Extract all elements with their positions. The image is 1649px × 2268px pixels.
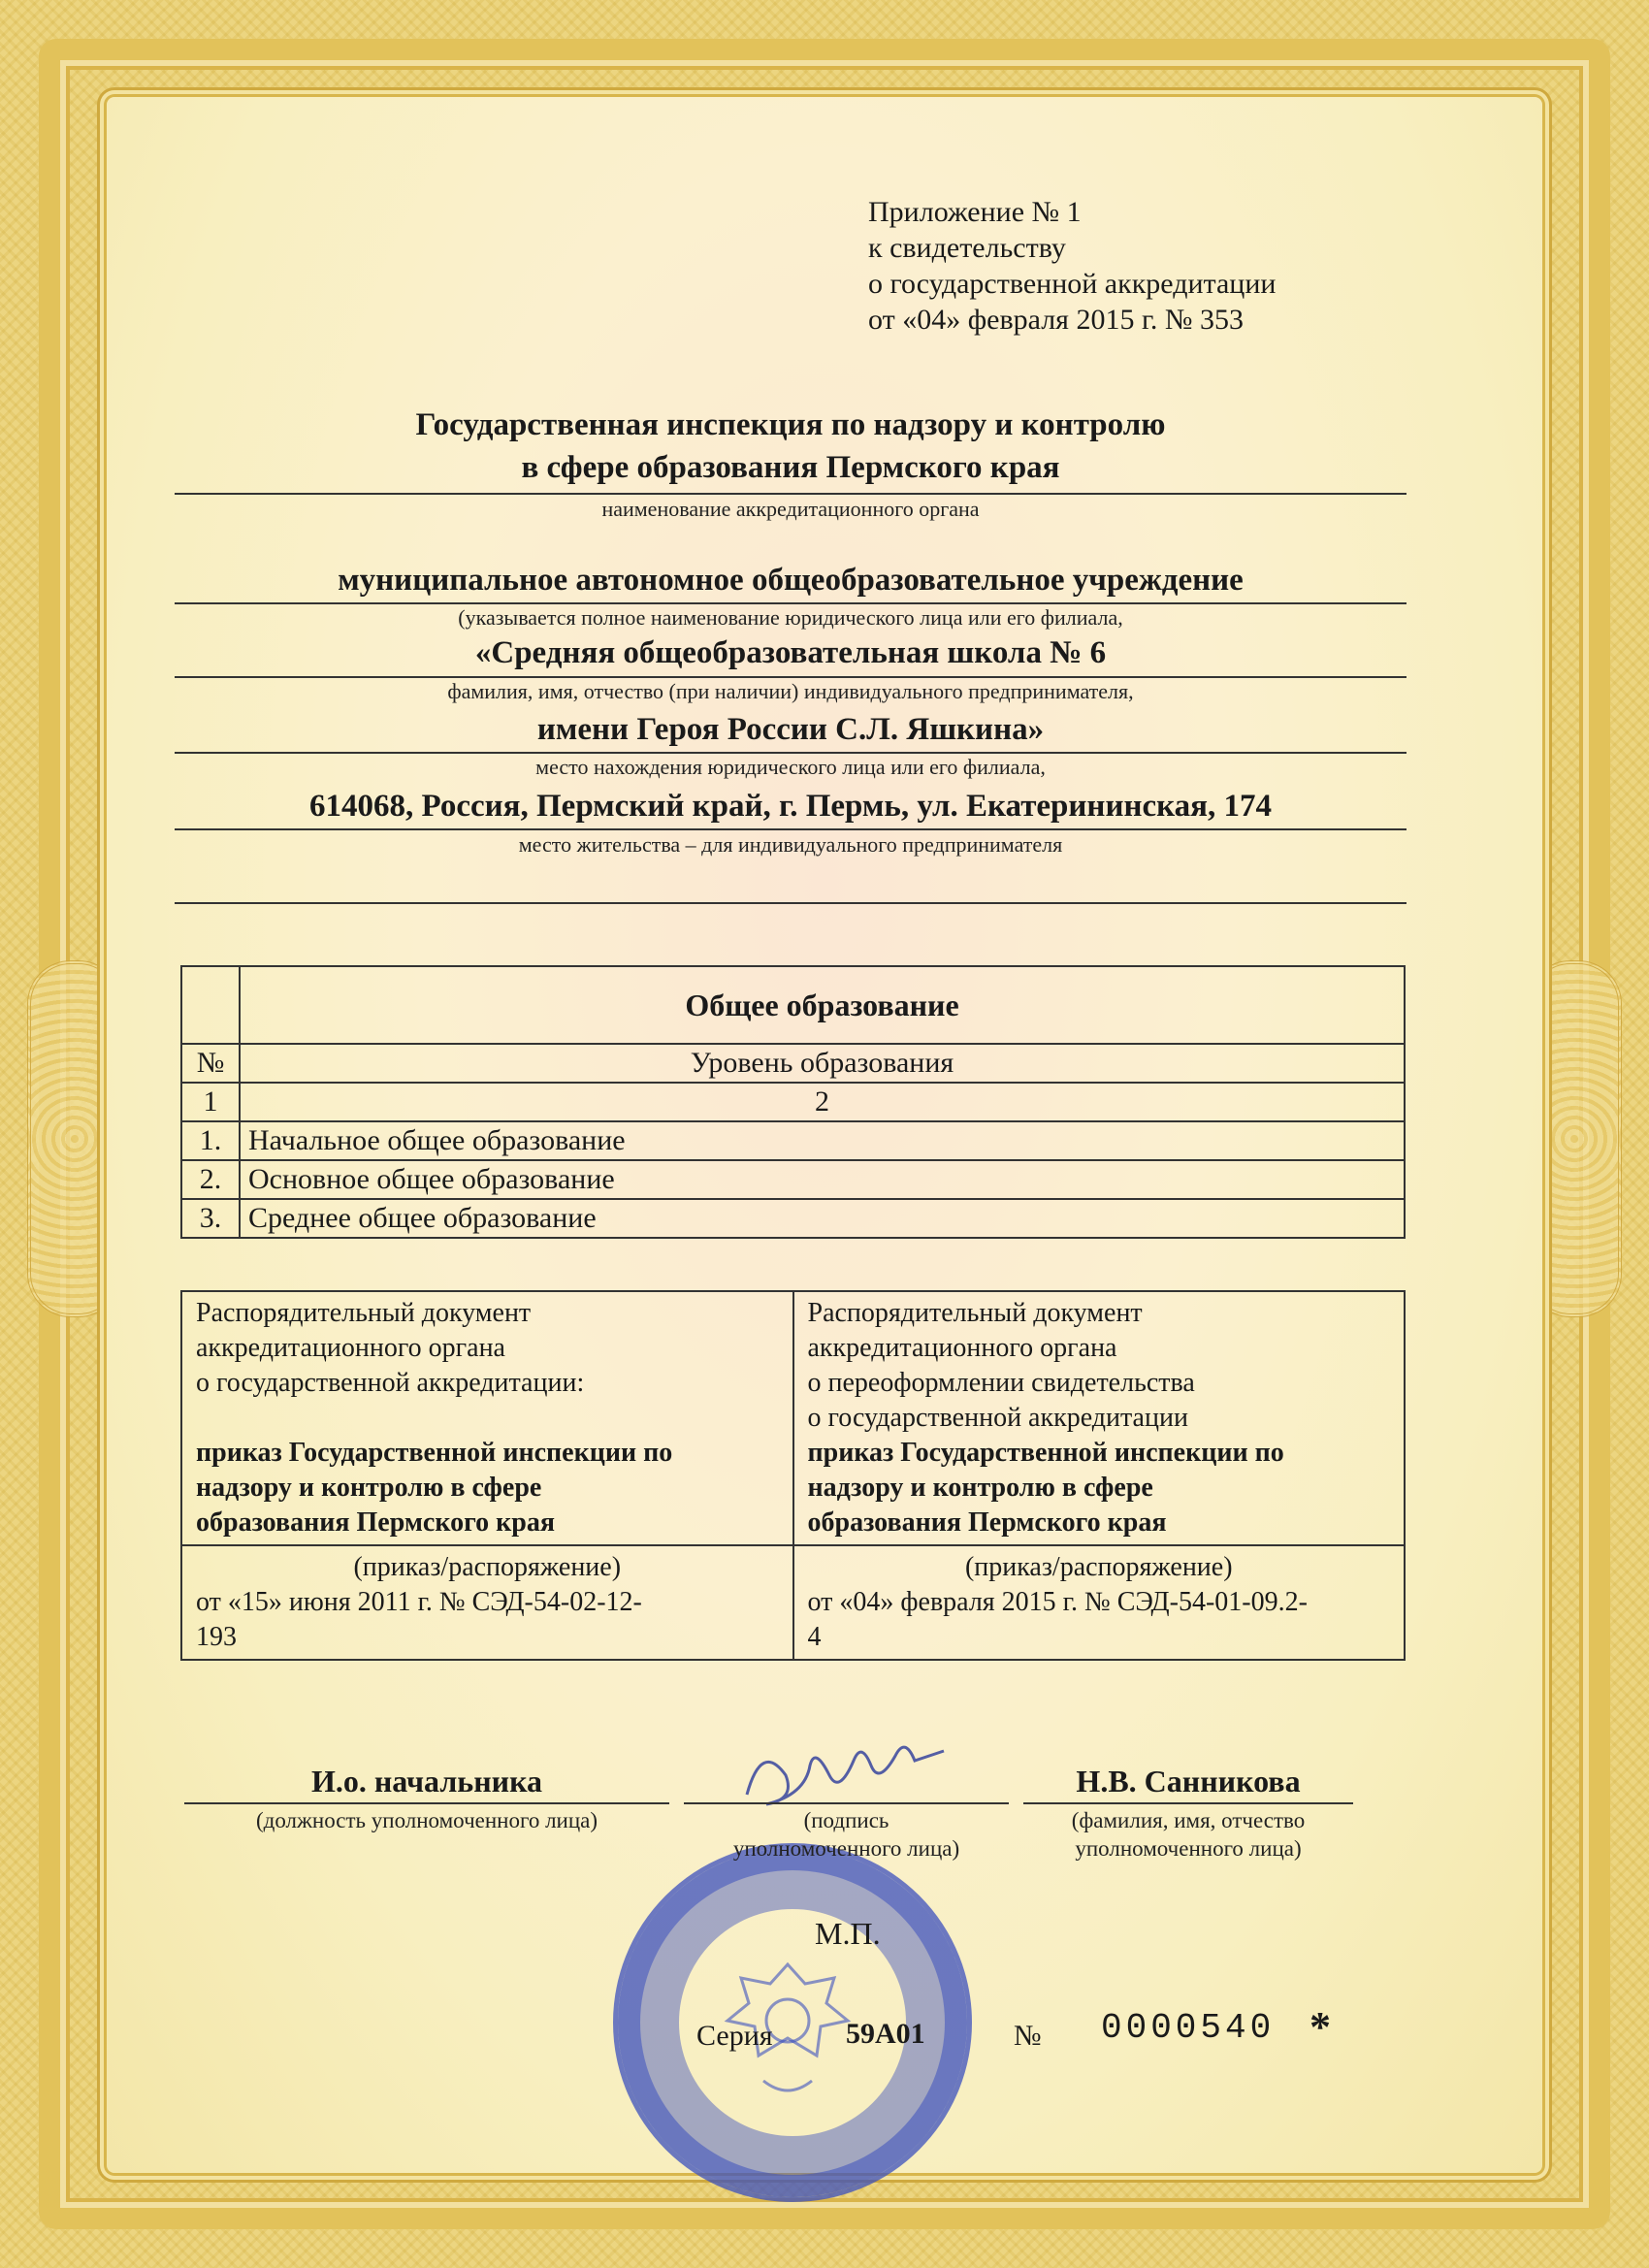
- signature-caption-1: (подпись: [803, 1808, 889, 1832]
- organization-caption-2: фамилия, имя, отчество (при наличии) индивидуального предпринимателя,: [447, 679, 1134, 703]
- name-underline: [1023, 1802, 1353, 1804]
- right-head-2: аккредитационного органа: [807, 1333, 1117, 1363]
- organization-line-3: имени Героя России С.Л. Яшкина»: [536, 712, 1045, 747]
- signer-position: И.о. начальника: [310, 1764, 543, 1798]
- left-head-3: о государственной аккредитации:: [196, 1368, 585, 1398]
- organization-address: 614068, Россия, Пермский край, г. Пермь, ул. Екатерининская, 174: [309, 789, 1272, 824]
- organization-caption-3: место нахождения юридического лица или его филиала,: [535, 755, 1046, 779]
- row-level: Основное общее образование: [240, 1160, 1405, 1199]
- table-row: [181, 1160, 1405, 1199]
- table-title-row: [181, 966, 1405, 1044]
- right-head-3: о переоформлении свидетельства: [807, 1368, 1195, 1398]
- row-level: Начальное общее образование: [240, 1121, 1405, 1160]
- right-ref-1: от «04» февраля 2015 г. № СЭД-54-01-09.2-: [807, 1587, 1308, 1617]
- document-left-ref: [181, 1545, 793, 1660]
- table-row: [181, 1121, 1405, 1160]
- table-row: [181, 1199, 1405, 1238]
- appendix-line-3: о государственной аккредитации: [868, 268, 1277, 300]
- document-right: [793, 1291, 1406, 1545]
- table-header-row: [181, 1044, 1405, 1083]
- document-right-ref: [793, 1545, 1406, 1660]
- index-num: 1: [181, 1083, 240, 1121]
- organization-underline-4: [175, 828, 1406, 830]
- position-underline: [184, 1802, 669, 1804]
- organization-line-2: «Средняя общеобразовательная школа № 6: [474, 635, 1107, 670]
- authority-line-2: в сфере образования Пермского края: [521, 450, 1060, 485]
- left-ref-1: от «15» июня 2011 г. № СЭД-54-02-12-: [196, 1587, 642, 1617]
- documents-table: [180, 1290, 1406, 1661]
- left-order-1: приказ Государственной инспекции по: [196, 1438, 673, 1468]
- left-ref-2: 193: [196, 1622, 237, 1652]
- appendix-line-2: к свидетельству: [868, 232, 1066, 264]
- right-ref-2: 4: [807, 1622, 822, 1652]
- documents-order-row: [181, 1291, 1405, 1545]
- documents-ref-row: [181, 1545, 1405, 1660]
- right-head-4: о государственной аккредитации: [807, 1403, 1188, 1433]
- authority-line-1: Государственная инспекция по надзору и контролю: [415, 407, 1166, 442]
- signature-underline: [684, 1802, 1009, 1804]
- number-label: №: [1014, 2020, 1042, 2052]
- name-caption-2: уполномоченного лица): [1075, 1836, 1302, 1861]
- series-label: Серия: [696, 2020, 773, 2052]
- blank-underline: [175, 902, 1406, 904]
- organization-underline-1: [175, 602, 1406, 604]
- left-head-1: Распорядительный документ: [196, 1298, 532, 1328]
- left-order-2: надзору и контролю в сфере: [196, 1473, 542, 1503]
- signature-caption-2: уполномоченного лица): [732, 1836, 960, 1861]
- series-value: 59А01: [846, 2018, 925, 2050]
- organization-caption-1: (указывается полное наименование юридического лица или его филиала,: [458, 605, 1123, 630]
- authority-caption: наименование аккредитационного органа: [601, 497, 980, 521]
- blank-number: 0000540: [1101, 2008, 1276, 2048]
- appendix-line-1: Приложение № 1: [868, 196, 1082, 228]
- right-head-1: Распорядительный документ: [807, 1298, 1143, 1328]
- appendix-reference: [868, 194, 1276, 338]
- organization-underline-3: [175, 752, 1406, 754]
- table-index-row: [181, 1083, 1405, 1121]
- asterisk-mark: *: [1310, 2003, 1331, 2051]
- header-level: Уровень образования: [240, 1044, 1405, 1083]
- right-type: (приказ/распоряжение): [964, 1552, 1233, 1582]
- stamp-place: М.П.: [815, 1916, 881, 1951]
- position-caption: (должность уполномоченного лица): [255, 1808, 598, 1832]
- row-level: Среднее общее образование: [240, 1199, 1405, 1238]
- organization-line-1: муниципальное автономное общеобразовательное учреждение: [338, 563, 1244, 598]
- header-num: №: [181, 1044, 240, 1083]
- appendix-line-4: от «04» февраля 2015 г. № 353: [868, 304, 1245, 336]
- left-head-2: аккредитационного органа: [196, 1333, 505, 1363]
- signer-name: Н.В. Санникова: [1076, 1764, 1301, 1798]
- index-level: 2: [240, 1083, 1405, 1121]
- name-caption-1: (фамилия, имя, отчество: [1071, 1808, 1306, 1832]
- authority-underline: [175, 493, 1406, 495]
- organization-caption-4: место жительства – для индивидуального предпринимателя: [518, 832, 1063, 857]
- right-order-1: приказ Государственной инспекции по: [807, 1438, 1284, 1468]
- row-num: 1.: [181, 1121, 240, 1160]
- right-order-2: надзору и контролю в сфере: [807, 1473, 1153, 1503]
- organization-underline-2: [175, 676, 1406, 678]
- education-table: [180, 965, 1406, 1239]
- table-title: Общее образование: [240, 966, 1405, 1044]
- row-num: 2.: [181, 1160, 240, 1199]
- right-order-3: образования Пермского края: [807, 1507, 1167, 1538]
- row-num: 3.: [181, 1199, 240, 1238]
- left-type: (приказ/распоряжение): [353, 1552, 622, 1582]
- document-left: [181, 1291, 793, 1545]
- left-order-3: образования Пермского края: [196, 1507, 555, 1538]
